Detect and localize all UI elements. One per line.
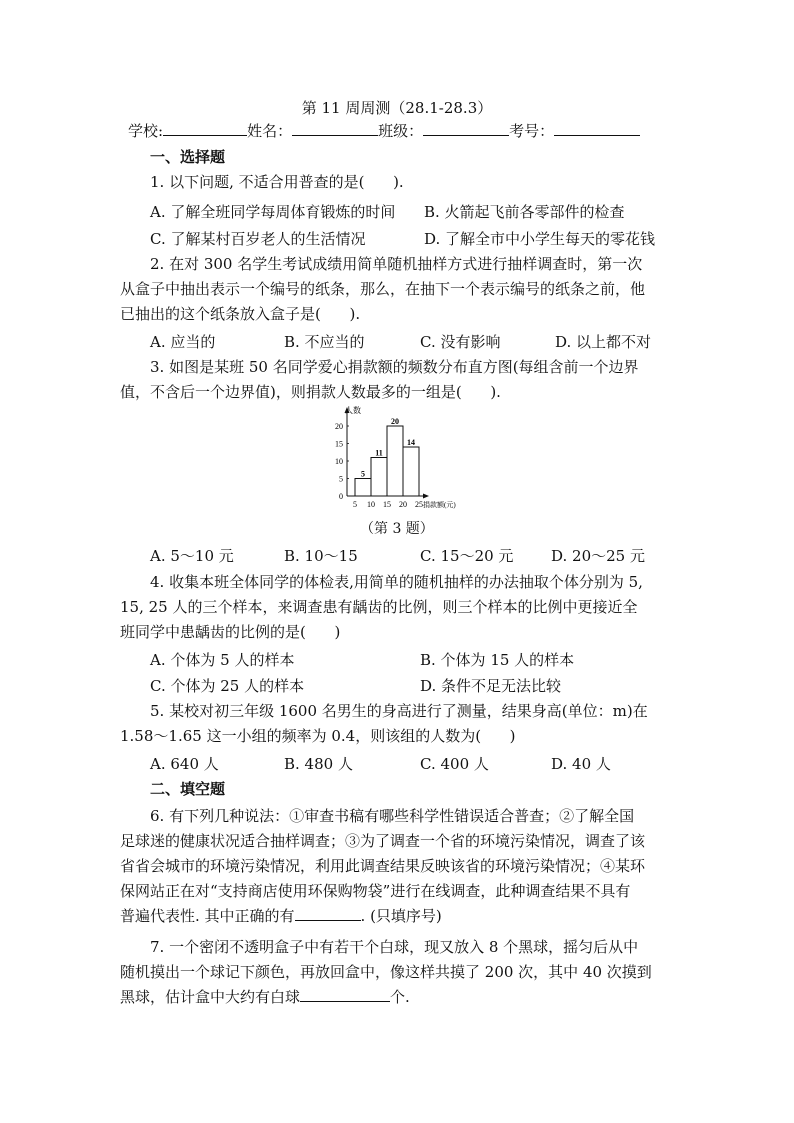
bar-value-label: 5 [361,469,365,479]
q2-option-d: D. 以上都不对 [555,333,652,351]
x-tick-label: 10 [367,500,375,509]
number-label: 考号： [509,122,555,140]
q3-line-2: 值，不含后一个边界值)，则捐款人数最多的一组是( ). [120,383,501,401]
q5-option-b: B. 480 人 [284,755,353,773]
q1-option-c: C. 了解某村百岁老人的生活情况 [150,230,366,248]
q4-line-3: 班同学中患龋齿的比例的是( ) [120,623,341,641]
x-axis-label: 捐款额(元) [423,501,456,509]
x-tick-label: 15 [383,500,391,509]
section-heading-choice: 一、选择题 [150,148,226,166]
school-label: 学校: [128,122,164,140]
q2-line-2: 从盒子中抽出表示一个编号的纸条，那么，在抽下一个表示编号的纸条之前，他 [120,280,646,298]
name-label: 姓名： [247,122,293,140]
q6-line-1: 6. 有下列几种说法：①审查书稿有哪些科学性错误适合普查；②了解全国 [150,807,635,825]
q2-line-3: 已抽出的这个纸条放入盒子是( ). [120,305,361,323]
q5-line-1: 5. 某校对初三年级 1600 名男生的身高进行了测量，结果身高(单位：m)在 [150,702,648,720]
q3-line-1: 3. 如图是某班 50 名同学爱心捐款额的频数分布直方图(每组含前一个边界 [150,358,639,376]
section-heading-fill: 二、填空题 [150,780,226,798]
q2-option-c: C. 没有影响 [420,333,501,351]
q7-line-3-text: 黑球，估计盒中大约有白球 [120,988,301,1006]
bar-value-label: 14 [407,438,415,447]
y-tick-label: 5 [339,474,343,484]
q2-line-1: 2. 在对 300 名学生考试成绩用简单随机抽样方式进行抽样调查时，第一次 [150,255,643,273]
bar-value-label: 11 [375,448,383,458]
histogram-bar [387,426,403,496]
q3-option-c: C. 15～20 元 [420,547,514,565]
q1-option-b: B. 火箭起飞前各零部件的检查 [424,203,625,221]
q3-option-d: D. 20～25 元 [551,547,645,565]
q1-stem: 1. 以下问题, 不适合用普查的是( ). [150,173,404,191]
q2-option-b: B. 不应当的 [284,333,365,351]
q6-answer-blank[interactable] [295,906,361,921]
q1-option-a: A. 了解全班同学每周体育锻炼的时间 [150,203,396,221]
q4-line-1: 4. 收集本班全体同学的体检表,用简单的随机抽样的办法抽取个体分别为 5, [150,573,643,591]
x-tick-label: 25 [415,500,423,509]
x-tick-label: 20 [399,500,407,509]
q1-option-d: D. 了解全市中小学生每天的零花钱 [424,230,656,248]
histogram-chart [325,404,485,514]
q6-line-5-tail: . (只填序号) [360,907,442,925]
q5-option-d: D. 40 人 [551,755,611,773]
name-blank[interactable] [292,121,378,136]
q4-option-d: D. 条件不足无法比较 [420,677,562,695]
class-blank[interactable] [423,121,509,136]
y-tick-label: 20 [335,422,343,431]
q3-figure-caption: （第 3 题） [360,521,434,537]
q4-line-2: 15, 25 人的三个样本，来调查患有龋齿的比例，则三个样本的比例中更接近全 [120,598,638,616]
q3-option-b: B. 10～15 [284,547,358,565]
y-tick-label: 15 [335,439,343,449]
q6-line-3: 省省会城市的环境污染情况，利用此调查结果反映该省的环境污染情况；④某环 [120,857,646,875]
q5-option-a: A. 640 人 [150,755,219,773]
histogram-bar [403,447,419,496]
x-axis-arrow [423,494,429,499]
school-blank[interactable] [163,121,247,136]
q4-option-a: A. 个体为 5 人的样本 [150,651,295,669]
q7-line-1: 7. 一个密闭不透明盒子中有若干个白球，现又放入 8 个黑球，摇匀后从中 [150,938,639,956]
x-tick-label: 5 [353,500,357,509]
q7-line-3-tail: 个. [390,988,410,1006]
q6-line-5-text: 普遍代表性. 其中正确的有 [120,907,295,925]
page-title: 第 11 周周测（28.1-28.3） [301,99,493,117]
y-axis-label: 人数 [345,406,361,415]
histogram-bar [371,458,387,497]
q7-answer-blank[interactable] [300,987,390,1002]
q4-option-b: B. 个体为 15 人的样本 [420,651,575,669]
q6-line-5 [120,906,442,926]
bar-value-label: 20 [391,417,399,426]
q6-line-2: 足球迷的健康状况适合抽样调查；③为了调查一个省的环境污染情况，调查了该 [120,832,646,850]
histogram-bar [355,479,371,497]
student-info-row [128,120,640,141]
y-tick-label: 0 [339,492,343,501]
q7-line-3 [120,987,410,1007]
class-label: 班级： [378,122,424,140]
q4-option-c: C. 个体为 25 人的样本 [150,677,305,695]
q3-option-a: A. 5～10 元 [150,547,234,565]
y-tick-label: 10 [335,457,343,466]
q7-line-2: 随机摸出一个球记下颜色，再放回盒中，像这样共摸了 200 次，其中 40 次摸到 [120,963,652,981]
q5-option-c: C. 400 人 [420,755,489,773]
q2-option-a: A. 应当的 [150,333,216,351]
number-blank[interactable] [554,121,640,136]
q6-line-4: 保网站正在对“支持商店使用环保购物袋”进行在线调查，此种调查结果不具有 [120,882,631,900]
q5-line-2: 1.58～1.65 这一小组的频率为 0.4，则该组的人数为( ) [120,727,516,745]
